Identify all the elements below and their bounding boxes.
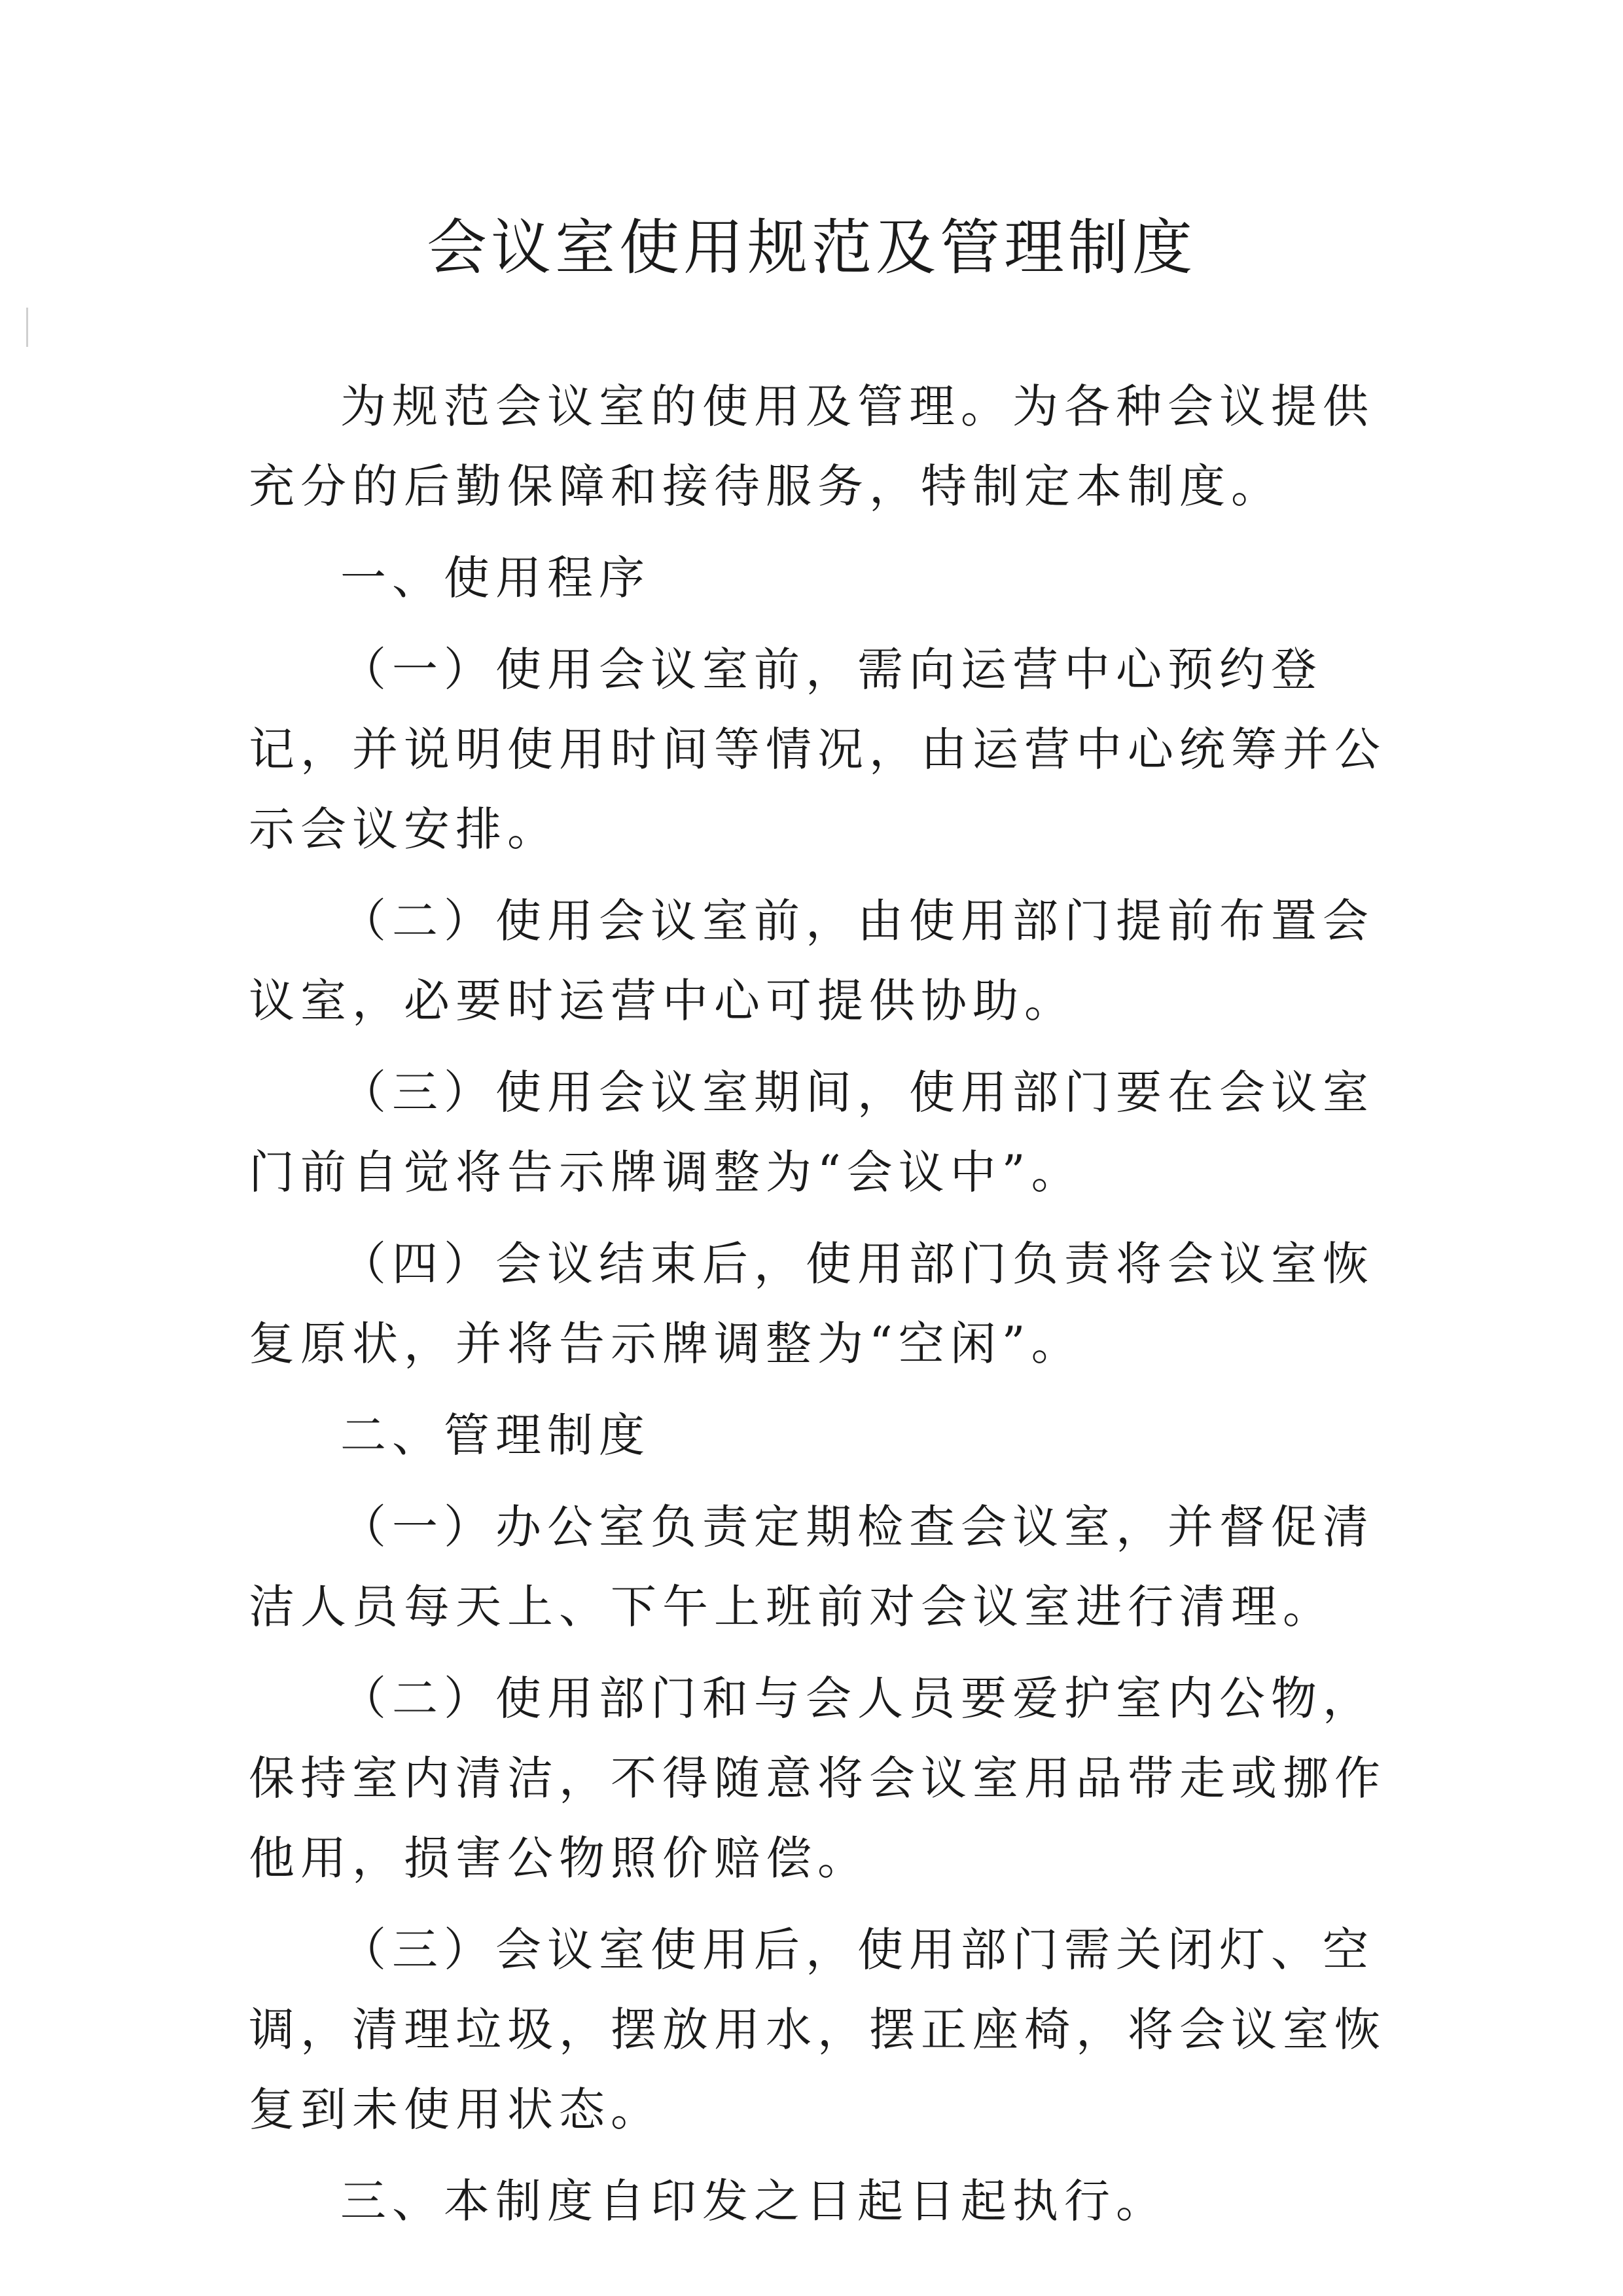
section-1-item: （一）使用会议室前，需向运营中心预约登记，并说明使用时间等情况，由运营中心统筹并公示会议安排。: [249, 643, 1386, 856]
document-body: [249, 367, 1400, 2241]
section-1-item: （三）使用会议室期间，使用部门要在会议室门前自觉将告示牌调整为“会议中”。: [249, 1066, 1374, 1199]
intro-paragraph: 为规范会议室的使用及管理。为各种会议提供充分的后勤保障和接待服务，特制定本制度。: [249, 380, 1374, 513]
section-1-heading: 一、使用程序: [340, 551, 651, 605]
section-2-heading: 二、管理制度: [340, 1408, 651, 1462]
section-2-item: （二）使用部门和与会人员要爱护室内公物，保持室内清洁，不得随意将会议室用品带走或挪作他用，损害公物照价赔偿。: [249, 1672, 1386, 1885]
section-1-item: （四）会议结束后，使用部门负责将会议室恢复原状，并将告示牌调整为“空闲”。: [249, 1237, 1374, 1371]
document-title: 会议室使用规范及管理制度: [426, 213, 1196, 283]
section-2-item: （一）办公室负责定期检查会议室，并督促清洁人员每天上、下午上班前对会议室进行清理。: [249, 1500, 1374, 1634]
section-2-item: （三）会议室使用后，使用部门需关闭灯、空调，清理垃圾，摆放用水，摆正座椅，将会议室恢复到未使用状态。: [249, 1923, 1386, 2136]
section-3-heading: 三、本制度自印发之日起日起执行。: [340, 2174, 1168, 2228]
scan-artifact: [26, 308, 28, 347]
section-1-item: （二）使用会议室前，由使用部门提前布置会议室，必要时运营中心可提供协助。: [249, 894, 1374, 1028]
